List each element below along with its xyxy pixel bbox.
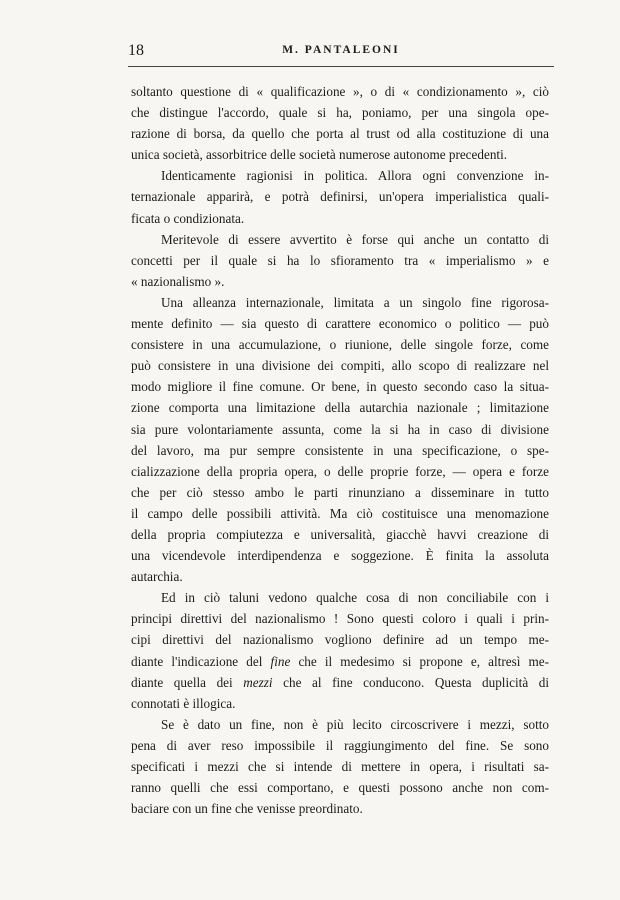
text-line: Una alleanza internazionale, limitata a un singolo fine rigorosa- — [161, 294, 549, 310]
text-line: « nazionalismo ». — [131, 273, 225, 289]
text-line: Se è dato un fine, non è più lecito circoscrivere i mezzi, sotto — [161, 716, 549, 732]
italic-word-fine: fine — [270, 653, 291, 669]
header-rule — [128, 66, 554, 67]
text-segment: che il medesimo si propone e, altresì me- — [298, 653, 550, 669]
text-line: sia pure volontariamente assunta, come la si ha in caso di divisione — [131, 421, 549, 437]
text-line: cializzazione della propria opera, o delle proprie forze, — opera e forze — [131, 463, 549, 479]
page-header — [128, 42, 554, 66]
text-line: Meritevole di essere avvertito è forse qui anche un contatto di — [161, 231, 549, 247]
text-line — [131, 672, 549, 693]
text-line: mente definito — sia questo di carattere economico o politico — può — [131, 316, 549, 332]
text-line: unica società, assorbitrice delle società numerose autonome precedenti. — [131, 147, 508, 163]
paragraph-2 — [131, 165, 549, 228]
text-line: può consistere in una divisione dei compiti, allo scopo di realizzare nel — [131, 358, 549, 374]
text-line: cipi direttivi del nazionalismo vogliono definire ad un tempo me- — [131, 632, 549, 648]
text-line: razione di borsa, da quello che porta al trust od alla costituzione di una — [131, 126, 549, 142]
text-line: principi direttivi del nazionalismo ! Sono questi coloro i quali i prin- — [131, 611, 549, 627]
body-text — [131, 81, 549, 819]
paragraph-3 — [131, 229, 549, 292]
text-line: ficata o condizionata. — [131, 210, 245, 226]
paragraph-5 — [131, 587, 549, 714]
page-number: 18 — [128, 42, 144, 59]
paragraph-6 — [131, 714, 549, 819]
text-line: che per ciò stesso ambo le parti rinunziano a disseminare in tutto — [131, 484, 549, 500]
text-line: del lavoro, ma pur sempre consistente in una specificazione, o spe- — [131, 442, 549, 458]
text-line: il campo delle possibili attività. Ma ciò costituisce una menomazione — [131, 505, 549, 521]
text-line: Identicamente ragionisi in politica. Allora ogni convenzione in- — [161, 168, 549, 184]
text-line: connotati è illogica. — [131, 695, 236, 711]
italic-word-mezzi: mezzi — [243, 674, 273, 690]
text-line: Ed in ciò taluni vedono qualche cosa di non conciliabile con i — [161, 590, 549, 606]
paragraph-4 — [131, 292, 549, 587]
text-segment: che al fine conducono. Questa duplicità di — [283, 674, 549, 690]
text-line: ranno quelli che essi comportano, e questi possono anche non com- — [131, 780, 549, 796]
text-line: autarchia. — [131, 569, 183, 585]
text-segment: diante quella dei — [131, 674, 233, 690]
text-line: modo migliore il fine comune. Or bene, in questo secondo caso la situa- — [131, 379, 549, 395]
text-line: specificati i mezzi che si intende di mettere in opera, i risultati sa- — [131, 759, 549, 774]
text-line: baciare con un fine che venisse preordinato. — [131, 801, 363, 817]
paragraph-1 — [131, 81, 549, 165]
text-line: una vicendevole interdipendenza e soggezione. È finita la assoluta — [131, 548, 549, 564]
text-line: concetti per il quale si ha lo sfioramento tra « imperialismo » e — [131, 252, 549, 268]
text-line: soltanto questione di « qualificazione », o di « condizionamento », ciò — [131, 84, 549, 99]
text-line: della propria compiutezza e universalità, giacchè havvi creazione di — [131, 526, 549, 542]
text-line: pena di aver reso impossibile il raggiungimento del fine. Se sono — [131, 737, 549, 753]
text-line: ternazionale apparirà, e potrà definirsi, un'opera imperialistica quali- — [131, 189, 549, 205]
text-line: zione comporta una limitazione della autarchia nazionale ; limitazione — [131, 400, 549, 416]
text-line: che distingue l'accordo, quale si ha, poniamo, per una singola ope- — [131, 105, 549, 121]
running-head: M. PANTALEONI — [282, 44, 400, 56]
text-line — [131, 651, 549, 672]
text-line: consistere in una accumulazione, o riunione, delle singole forze, come — [131, 337, 549, 353]
text-segment: diante l'indicazione del — [131, 653, 263, 669]
